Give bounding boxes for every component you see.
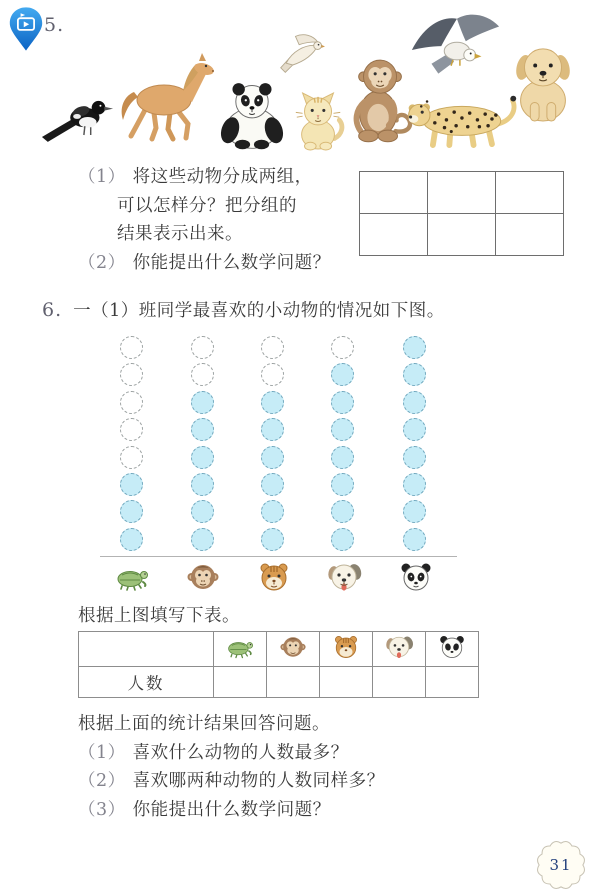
answer-cell[interactable] xyxy=(320,667,373,698)
q2-label: （2） xyxy=(78,252,126,273)
empty-cell[interactable] xyxy=(496,172,564,214)
header-cell-hamster xyxy=(320,632,373,667)
problem5-q1-line3: 结果表示出来。 xyxy=(117,224,243,244)
chart-dot-empty xyxy=(120,363,143,386)
problem6-title: 一（1）班同学最喜欢的小动物的情况如下图。 xyxy=(73,301,445,321)
empty-cell[interactable] xyxy=(496,214,564,256)
chart-dot-filled xyxy=(331,391,354,414)
fill-table-header-row xyxy=(79,632,479,667)
chart-dot-filled xyxy=(261,391,284,414)
header-cell-dog xyxy=(373,632,426,667)
horse-illustration xyxy=(112,50,222,142)
fill-table-data-row xyxy=(79,667,479,698)
empty-cell[interactable] xyxy=(360,172,428,214)
header-cell-turtle xyxy=(214,632,267,667)
dove-illustration xyxy=(277,30,325,76)
chart-dot-empty xyxy=(261,363,284,386)
empty-cell[interactable] xyxy=(428,214,496,256)
chart-dot-empty xyxy=(120,446,143,469)
problem5-q1-line2: 可以怎样分？把分组的 xyxy=(117,195,297,216)
hamster-icon xyxy=(256,561,292,593)
problem6-q3 xyxy=(78,796,385,825)
answer-intro: 根据上面的统计结果回答问题。 xyxy=(78,714,330,734)
chart-dot-filled xyxy=(403,363,426,386)
q1-label: （1） xyxy=(78,167,126,187)
problem6-header xyxy=(42,297,445,322)
chart-dot-filled xyxy=(331,418,354,441)
q2-text: 你能提出什么数学问题？ xyxy=(132,252,331,273)
problem6-q2 xyxy=(78,767,385,796)
chart-dot-filled xyxy=(261,418,284,441)
puppy-illustration xyxy=(504,42,582,124)
chart-dot-filled xyxy=(191,446,214,469)
chart-dot-empty xyxy=(191,363,214,386)
chart-dot-filled xyxy=(403,336,426,359)
chart-column-hamster xyxy=(261,336,284,551)
chart-dot-filled xyxy=(120,473,143,496)
q1-text1: 将这些动物分成两组， xyxy=(132,167,313,187)
empty-cell[interactable] xyxy=(360,214,428,256)
chart-dot-filled xyxy=(403,391,426,414)
q-text: 你能提出什么数学问题？ xyxy=(132,799,331,820)
problem6-questions xyxy=(78,710,385,824)
chart-dot-empty xyxy=(120,336,143,359)
chart-dot-filled xyxy=(403,500,426,523)
chart-column-panda xyxy=(403,336,426,551)
answer-cell[interactable] xyxy=(214,667,267,698)
chart-dot-filled xyxy=(331,528,354,551)
grouping-table-row xyxy=(360,214,564,256)
chart-dot-filled xyxy=(331,473,354,496)
chart-baseline xyxy=(100,556,457,557)
page-number-badge xyxy=(536,840,586,890)
chart-dot-filled xyxy=(191,418,214,441)
turtle-icon xyxy=(114,561,150,593)
chart-dot-filled xyxy=(403,418,426,441)
chart-dot-filled xyxy=(191,500,214,523)
chart-dot-filled xyxy=(331,500,354,523)
q-label: （2） xyxy=(78,771,126,791)
chart-dot-empty xyxy=(331,336,354,359)
hamster-icon xyxy=(331,634,361,660)
answer-cell[interactable] xyxy=(426,667,479,698)
eagle-illustration xyxy=(406,10,504,96)
q-label: （1） xyxy=(78,742,126,763)
fill-table-prompt: 根据上图填写下表。 xyxy=(78,606,240,626)
media-location-pin-icon xyxy=(8,5,44,53)
answer-cell[interactable] xyxy=(373,667,426,698)
chart-column-dog xyxy=(331,336,354,551)
problem5-number: 5. xyxy=(44,14,65,36)
empty-cell[interactable] xyxy=(428,172,496,214)
chart-dot-empty xyxy=(191,336,214,359)
chart-dot-empty xyxy=(120,391,143,414)
dog-icon xyxy=(326,561,362,593)
dog-icon xyxy=(384,634,414,660)
problem5-q2-line xyxy=(78,249,331,278)
chart-dot-filled xyxy=(120,500,143,523)
q-text: 喜欢哪两种动物的人数同样多？ xyxy=(132,771,385,791)
monkey-icon xyxy=(185,561,221,593)
chart-dot-filled xyxy=(261,528,284,551)
panda-icon xyxy=(398,561,434,593)
page-number: 31 xyxy=(549,856,573,874)
chart-dot-filled xyxy=(191,473,214,496)
chart-column-monkey xyxy=(191,336,214,551)
chart-dot-filled xyxy=(261,500,284,523)
magpie-illustration xyxy=(40,88,118,143)
grouping-table-row xyxy=(360,172,564,214)
chart-dot-filled xyxy=(120,528,143,551)
chart-dot-filled xyxy=(331,446,354,469)
chart-dot-filled xyxy=(403,446,426,469)
kitten-illustration xyxy=(291,92,347,152)
monkey-icon xyxy=(278,634,308,660)
chart-dot-empty xyxy=(120,418,143,441)
turtle-icon xyxy=(225,634,255,660)
panda-illustration xyxy=(212,80,292,150)
chart-dot-filled xyxy=(331,363,354,386)
row-label-renshu: 人数 xyxy=(79,667,214,698)
grouping-table xyxy=(359,171,564,256)
answer-cell[interactable] xyxy=(267,667,320,698)
header-cell-monkey xyxy=(267,632,320,667)
chart-column-turtle xyxy=(120,336,143,551)
statistics-fill-table xyxy=(78,631,479,698)
chart-dot-filled xyxy=(261,473,284,496)
problem5-questions xyxy=(78,163,331,277)
chart-dot-filled xyxy=(403,528,426,551)
panda-icon xyxy=(437,634,467,660)
problem5-q1-line1 xyxy=(78,163,331,192)
q-label: （3） xyxy=(78,799,126,820)
q-text: 喜欢什么动物的人数最多？ xyxy=(132,742,349,763)
chart-dot-filled xyxy=(261,446,284,469)
empty-header-cell xyxy=(79,632,214,667)
problem6-number: 6. xyxy=(42,299,63,321)
chart-dot-filled xyxy=(191,391,214,414)
header-cell-panda xyxy=(426,632,479,667)
chart-dot-filled xyxy=(191,528,214,551)
chart-dot-filled xyxy=(403,473,426,496)
chart-dot-empty xyxy=(261,336,284,359)
problem6-q1 xyxy=(78,739,385,768)
